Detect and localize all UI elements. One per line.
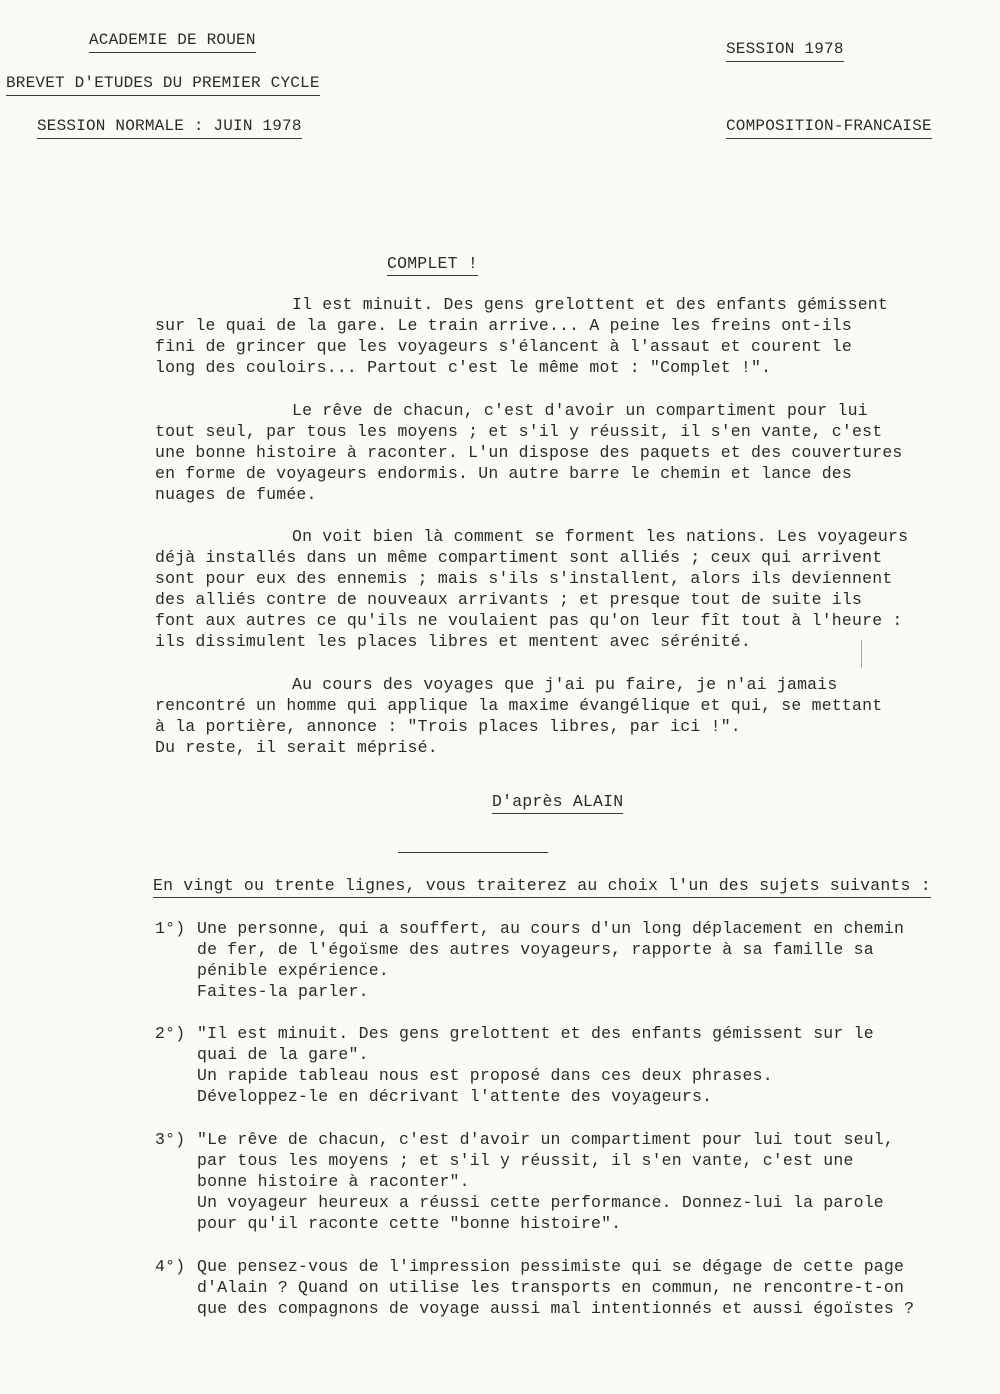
instructions: En vingt ou trente lignes, vous traiterez au choix l'un des sujets suivants : xyxy=(153,875,931,898)
paragraph-4 xyxy=(155,674,955,758)
paragraph-3 xyxy=(155,526,955,652)
subject-number: 4°) xyxy=(155,1257,186,1276)
paragraph-line: à la portière, annonce : "Trois places libres, par ici !". xyxy=(155,717,741,736)
paragraph-line: fini de grincer que les voyageurs s'élancent à l'assaut et courent le xyxy=(155,337,853,356)
subject-body xyxy=(197,1023,874,1107)
paragraph-line: Il est minuit. Des gens grelottent et des enfants gémissent xyxy=(292,295,888,314)
subject-line: d'Alain ? Quand on utilise les transports en commun, ne rencontre-t-on xyxy=(197,1278,905,1297)
paragraph-line: sur le quai de la gare. Le train arrive... A peine les freins ont-ils xyxy=(155,316,853,335)
subject-line: Développez-le en décrivant l'attente des voyageurs. xyxy=(197,1087,713,1106)
paragraph-2 xyxy=(155,400,955,505)
paragraph-line: rencontré un homme qui applique la maxime évangélique et qui, se mettant xyxy=(155,696,883,715)
subject-line: que des compagnons de voyage aussi mal intentionnés et aussi égoïstes ? xyxy=(197,1299,915,1318)
paragraph-line: sont pour eux des ennemis ; mais s'ils s'installent, alors ils deviennent xyxy=(155,569,893,588)
paragraph-line: Au cours des voyages que j'ai pu faire, je n'ai jamais xyxy=(292,675,838,694)
text-title: COMPLET ! xyxy=(387,253,478,276)
paragraph-line: tout seul, par tous les moyens ; et s'il y réussit, il s'en vante, c'est xyxy=(155,422,883,441)
subject-number: 2°) xyxy=(155,1024,186,1043)
subject-line: Un voyageur heureux a réussi cette performance. Donnez-lui la parole xyxy=(197,1193,884,1212)
paragraph-line: en forme de voyageurs endormis. Un autre barre le chemin et lance des xyxy=(155,464,853,483)
session-normale-heading: SESSION NORMALE : JUIN 1978 xyxy=(37,116,302,139)
stray-pen-mark xyxy=(861,640,862,668)
subject-body xyxy=(197,1256,914,1319)
session-heading: SESSION 1978 xyxy=(726,39,844,62)
subject-line: Faites-la parler. xyxy=(197,982,369,1001)
subject-line: pénible expérience. xyxy=(197,961,389,980)
subject-line: par tous les moyens ; et s'il y réussit, il s'en vante, c'est une xyxy=(197,1151,854,1170)
subject-line: Une personne, qui a souffert, au cours d'un long déplacement en chemin xyxy=(197,919,905,938)
subject-line: "Le rêve de chacun, c'est d'avoir un compartiment pour lui tout seul, xyxy=(197,1130,895,1149)
source-attribution: D'après ALAIN xyxy=(492,791,623,814)
academie-heading: ACADEMIE DE ROUEN xyxy=(89,30,256,53)
paragraph-line: nuages de fumée. xyxy=(155,485,317,504)
brevet-heading: BREVET D'ETUDES DU PREMIER CYCLE xyxy=(6,73,320,96)
paragraph-line: déjà installés dans un même compartiment sont alliés ; ceux qui arrivent xyxy=(155,548,883,567)
subject-line: Que pensez-vous de l'impression pessimiste qui se dégage de cette page xyxy=(197,1257,905,1276)
paragraph-line: long des couloirs... Partout c'est le même mot : "Complet !". xyxy=(155,358,772,377)
subject-body xyxy=(197,918,904,1002)
subject-body xyxy=(197,1129,894,1234)
paragraph-line: Le rêve de chacun, c'est d'avoir un compartiment pour lui xyxy=(292,401,868,420)
subject-number: 1°) xyxy=(155,919,186,938)
subject-line: "Il est minuit. Des gens grelottent et des enfants gémissent sur le xyxy=(197,1024,874,1043)
paragraph-line: une bonne histoire à raconter. L'un dispose des paquets et des couvertures xyxy=(155,443,903,462)
subject-line: bonne histoire à raconter". xyxy=(197,1172,470,1191)
paragraph-line: font aux autres ce qu'ils ne voulaient pas qu'on leur fît tout à l'heure : xyxy=(155,611,903,630)
subject-line: quai de la gare". xyxy=(197,1045,369,1064)
paragraph-line: ils dissimulent les places libres et mentent avec sérénité. xyxy=(155,632,751,651)
subject-line: Un rapide tableau nous est proposé dans ces deux phrases. xyxy=(197,1066,773,1085)
paragraph-line: des alliés contre de nouveaux arrivants ; et presque tout de suite ils xyxy=(155,590,863,609)
subject-line: de fer, de l'égoïsme des autres voyageurs, rapporte à sa famille sa xyxy=(197,940,874,959)
paragraph-1 xyxy=(155,294,955,378)
separator-line xyxy=(398,852,548,853)
subject-number: 3°) xyxy=(155,1130,186,1149)
paragraph-line: Du reste, il serait méprisé. xyxy=(155,738,438,757)
subject-heading: COMPOSITION-FRANCAISE xyxy=(726,116,932,139)
subject-line: pour qu'il raconte cette "bonne histoire". xyxy=(197,1214,622,1233)
paragraph-line: On voit bien là comment se forment les nations. Les voyageurs xyxy=(292,527,909,546)
